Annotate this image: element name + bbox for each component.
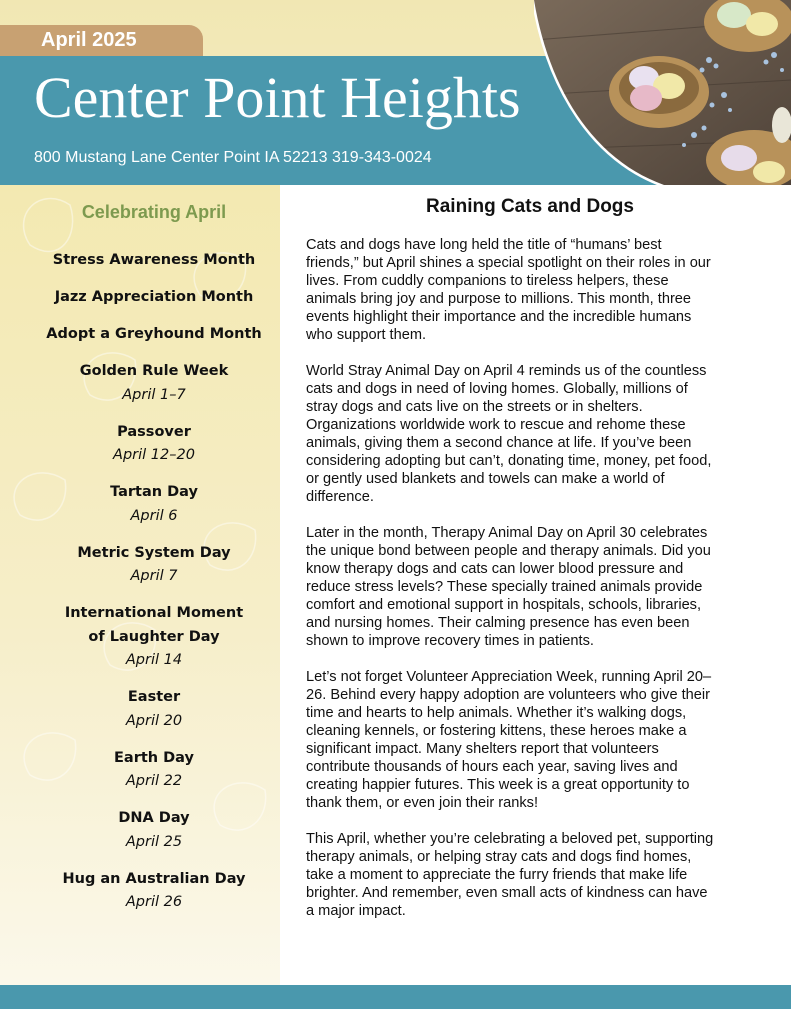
celebration-date: April 26 (125, 894, 183, 910)
celebration-name: International Moment of Laughter Day (64, 605, 244, 645)
celebration-item (0, 686, 308, 733)
newsletter-title: Center Point Heights (34, 65, 521, 130)
celebration-date: April 22 (125, 773, 183, 789)
celebration-item (0, 249, 308, 273)
article-paragraph: Cats and dogs have long held the title of “humans’ best friends,” but April shines a special spotlight on their roles in our lives. From cuddly companions to tireless helpers, these animals bring joy and purpose to millions. This month, three events highlight their importance and the incredible humans who support them. (306, 237, 711, 343)
celebration-item (0, 286, 308, 310)
celebration-name: Adopt a Greyhound Month (46, 326, 262, 342)
address-line: 800 Mustang Lane Center Point IA 52213 319-343-0024 (34, 149, 432, 166)
issue-month: April 2025 (41, 29, 137, 51)
celebration-name: Easter (127, 689, 181, 705)
sidebar-heading: Celebrating April (81, 202, 227, 222)
article-paragraph: Let’s not forget Volunteer Appreciation Week, running April 20–26. Behind every happy adoption are volunteers who give their time and hearts to help animals. Whether it’s walking dogs, cleaning kennels, or fostering kittens, these heroes make a significant impact. Many shelters report that volunteers contribute thousands of hours each year, saving lives and creating happier futures. This week is a great opportunity to thank them, or even join their ranks! (306, 669, 712, 811)
celebration-date: April 14 (125, 652, 183, 668)
celebration-name: Golden Rule Week (79, 363, 229, 379)
celebration-item (0, 421, 308, 468)
celebration-date: April 12–20 (113, 447, 195, 463)
celebration-item (0, 602, 308, 673)
celebration-item (0, 360, 308, 407)
article-paragraph: World Stray Animal Day on April 4 reminds us of the countless cats and dogs in need of loving homes. Globally, millions of stray dogs and cats live on the streets or in shelters. Organizations worldwide work to rescue and rehome these animals, giving them a second chance at life. If you’ve been considering adopting but can’t, donating time, money, pet food, or gently used blankets and towels can make a world of difference. (306, 363, 712, 505)
celebration-name: Earth Day (114, 749, 194, 766)
celebration-name: Jazz Appreciation Month (54, 289, 254, 305)
celebration-date: April 25 (125, 833, 183, 850)
celebration-name: Stress Awareness Month (52, 252, 256, 268)
celebration-date: April 6 (130, 507, 178, 524)
celebration-item (0, 868, 308, 915)
article-body (306, 236, 718, 938)
easter-eggs-photo (534, 0, 791, 185)
celebration-name: DNA Day (118, 810, 190, 826)
article-paragraph: This April, whether you’re celebrating a beloved pet, supporting therapy animals, or helping stray cats and dogs find homes, take a moment to appreciate the furry friends that make life brighter. And remember, even small acts of kindness can have a major impact. (306, 831, 714, 919)
celebration-item (0, 807, 308, 854)
celebration-name: Passover (117, 423, 191, 440)
footer-bar (0, 985, 791, 1009)
celebration-item (0, 542, 308, 589)
celebration-name: Metric System Day (77, 544, 231, 561)
celebration-name: Tartan Day (110, 484, 198, 500)
article-paragraph: Later in the month, Therapy Animal Day on April 30 celebrates the unique bond between people and therapy animals. Did you know therapy dogs and cats can lower blood pressure and reduce stress levels? These specially trained animals provide comfort and emotional support in hospitals, schools, libraries, and nursing homes. Their calming presence has even been shown to improve recovery times in patients. (306, 525, 711, 649)
celebration-item (0, 747, 308, 794)
celebration-item (0, 481, 308, 528)
celebration-date: April 1–7 (122, 386, 186, 403)
celebration-date: April 7 (130, 568, 178, 584)
celebration-list (0, 249, 308, 928)
celebration-name: Hug an Australian Day (62, 870, 246, 887)
celebration-date: April 20 (125, 712, 183, 729)
article-title: Raining Cats and Dogs (426, 196, 634, 217)
celebration-item (0, 323, 308, 347)
